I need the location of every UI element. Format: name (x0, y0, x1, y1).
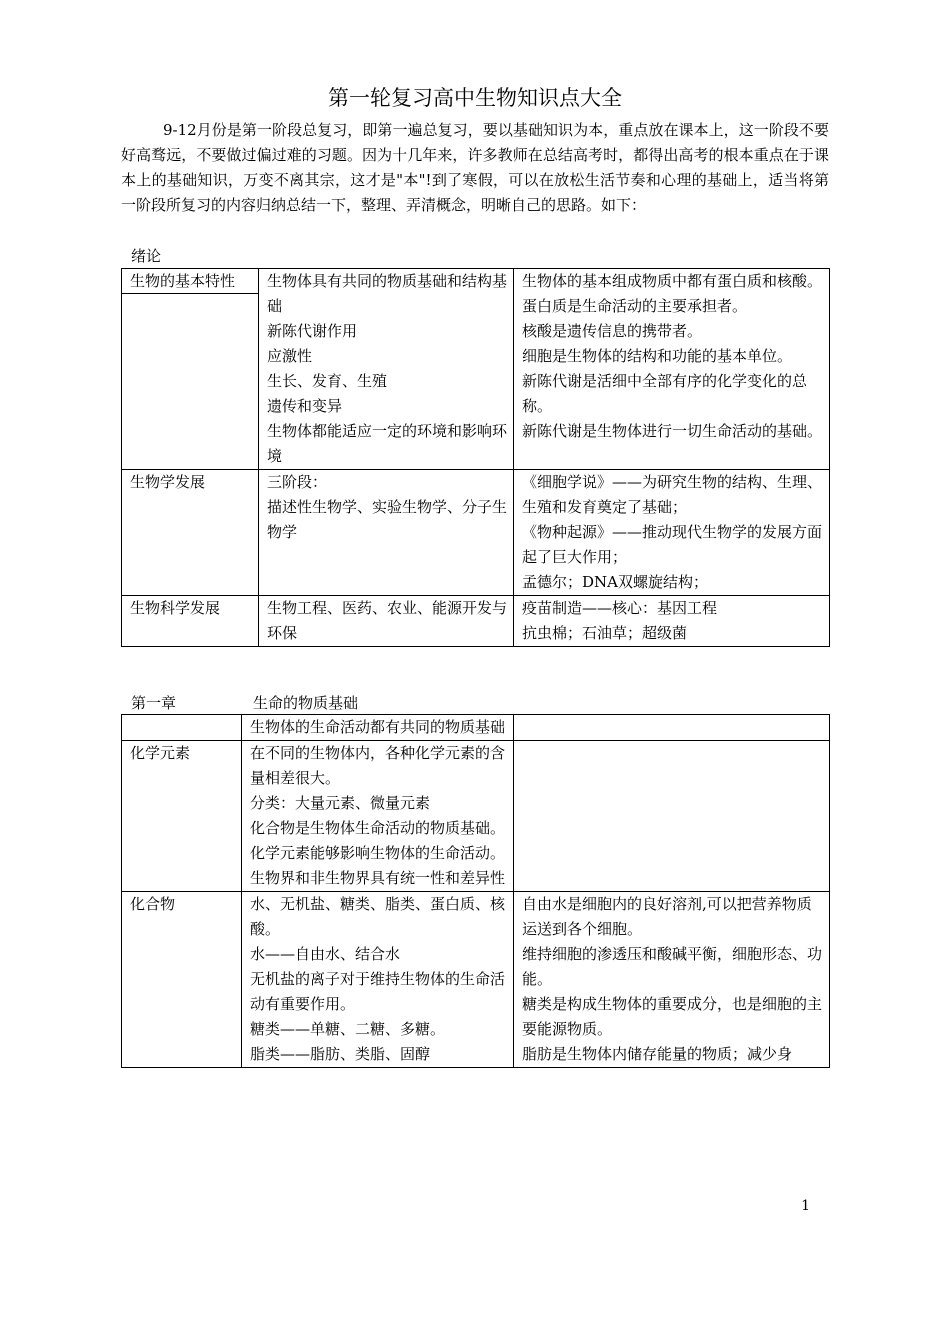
table-cell-right (514, 596, 830, 647)
table-row (122, 470, 830, 596)
cell-line: 化学元素能够影响生物体的生命活动。 (250, 844, 506, 862)
row-heading: 生物学发展 (130, 473, 206, 491)
cell-line: 生物体具有共同的物质基础和结构基础 (267, 272, 508, 315)
table-cell-mid (242, 715, 514, 741)
table-row (122, 596, 830, 647)
cell-line: 三阶段： (267, 473, 328, 491)
cell-line: 糖类——单糖、二糖、多糖。 (250, 1020, 446, 1038)
table-row (122, 741, 830, 892)
chapter-title: 生命的物质基础 (253, 694, 359, 712)
table-cell-head (122, 892, 242, 1068)
cell-line: 化合物是生物体生命活动的物质基础。 (250, 819, 506, 837)
cell-line: 《物种起源》——推动现代生物学的发展方面起了巨大作用； (522, 523, 823, 566)
page-number: 1 (801, 1198, 810, 1214)
cell-line: 核酸是遗传信息的携带者。 (522, 322, 703, 340)
cell-line: 新陈代谢是活细中全部有序的化学变化的总称。 (522, 372, 808, 415)
cell-line: 细胞是生物体的结构和功能的基本单位。 (522, 347, 793, 365)
table-cell-right (514, 715, 830, 741)
cell-line: 抗虫棉；石油草；超级菌 (522, 624, 688, 642)
cell-line: 生物体都能适应一定的环境和影响环境 (267, 422, 508, 465)
cell-line: 新陈代谢作用 (267, 322, 358, 340)
cell-line: 遗传和变异 (267, 397, 343, 415)
table-cell-right (514, 741, 830, 892)
cell-line: 应激性 (267, 347, 313, 365)
cell-line: 水——自由水、结合水 (250, 945, 401, 963)
table-cell-mid (242, 741, 514, 892)
cell-line: 疫苗制造——核心：基因工程 (522, 599, 718, 617)
table-cell-mid (242, 892, 514, 1068)
cell-line: 糖类是构成生物体的重要成分，也是细胞的主要能源物质。 (522, 995, 823, 1038)
row-heading: 化学元素 (130, 744, 191, 762)
cell-line: 脂类——脂肪、类脂、固醇 (250, 1045, 431, 1063)
cell-line: 生物工程、医药、农业、能源开发与环保 (267, 599, 508, 642)
cell-line: 描述性生物学、实验生物学、分子生物学 (267, 498, 508, 541)
chapter1-table (121, 714, 830, 1068)
table-row (122, 269, 830, 470)
table-row (122, 715, 830, 741)
section-label-intro: 绪论 (131, 247, 162, 265)
table-cell-right (514, 269, 830, 470)
cell-line: 生物体的生命活动都有共同的物质基础 (250, 718, 506, 736)
table-cell-head (122, 470, 259, 596)
table-row (122, 892, 830, 1068)
document-title: 第一轮复习高中生物知识点大全 (328, 86, 622, 110)
cell-line: 脂肪是生物体内储存能量的物质；减少身 (522, 1045, 793, 1063)
table-cell-head (122, 269, 259, 470)
cell-line: 《细胞学说》——为研究生物的结构、生理、生殖和发育奠定了基础； (522, 473, 823, 516)
cell-line: 蛋白质是生命活动的主要承担者。 (522, 297, 748, 315)
row-heading: 生物科学发展 (130, 599, 221, 617)
cell-line: 分类：大量元素、微量元素 (250, 794, 431, 812)
cell-line: 孟德尔；DNA双螺旋结构； (522, 573, 708, 591)
cell-line: 水、无机盐、糖类、脂类、蛋白质、核酸。 (250, 895, 506, 938)
cell-line: 自由水是细胞内的良好溶剂,可以把营养物质运送到各个细胞。 (522, 895, 812, 938)
table-cell-right (514, 470, 830, 596)
table-cell-head (122, 715, 242, 741)
table-cell-head (122, 741, 242, 892)
table-cell-right (514, 892, 830, 1068)
row-heading: 化合物 (130, 895, 176, 913)
cell-line: 维持细胞的渗透压和酸碱平衡，细胞形态、功能。 (522, 945, 823, 988)
cell-line: 生长、发育、生殖 (267, 372, 388, 390)
cell-line: 在不同的生物体内，各种化学元素的含量相差很大。 (250, 744, 506, 787)
row-heading: 生物的基本特性 (122, 269, 258, 294)
cell-line: 无机盐的离子对于维持生物体的生命活动有重要作用。 (250, 970, 506, 1013)
table-cell-head (122, 596, 259, 647)
cell-line: 生物体的基本组成物质中都有蛋白质和核酸。 (522, 272, 823, 290)
cell-line: 生物界和非生物界具有统一性和差异性 (250, 869, 506, 887)
table-cell-mid (259, 596, 514, 647)
intro-table (121, 268, 830, 647)
table-cell-mid (259, 269, 514, 470)
cell-line: 新陈代谢是生物体进行一切生命活动的基础。 (522, 422, 823, 440)
table-cell-mid (259, 470, 514, 596)
chapter-label: 第一章 (131, 694, 177, 712)
intro-paragraph: 9-12月份是第一阶段总复习，即第一遍总复习，要以基础知识为本，重点放在课本上，这一阶段不要好高骛远，不要做过偏过难的习题。因为十几年来，许多教师在总结高考时，都得出高考的根本重点在于课本上的基础知识，万变不离其宗，这才是"本"!到了寒假，可以在放松生活节奏和心理的基础上，适当将第一阶段所复习的内容归纳总结一下，整理、弄清概念，明晰自己的思路。如下： (121, 121, 829, 214)
